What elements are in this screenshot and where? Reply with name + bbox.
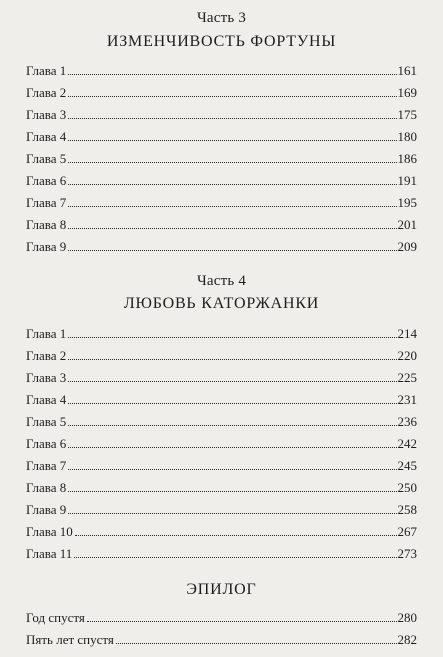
chapter-label: Глава 2 [26,85,67,100]
chapter-label: Глава 4 [26,392,67,407]
toc-entry[interactable] [26,519,417,541]
toc-entry[interactable] [26,431,417,453]
page-number: 209 [397,239,417,254]
page-number: 258 [397,502,417,517]
chapter-label: Глава 7 [26,458,67,473]
page-number: 191 [397,173,417,188]
chapter-label: Глава 1 [26,326,67,341]
chapter-label: Глава 4 [26,129,67,144]
toc-entry[interactable] [26,475,417,497]
dot-leader [68,447,396,448]
chapter-label: Глава 7 [26,195,67,210]
dot-leader [116,643,397,644]
dot-leader [68,118,396,119]
chapter-label: Глава 6 [26,436,67,451]
toc-entry[interactable] [26,627,417,649]
dot-leader [75,535,397,536]
dot-leader [68,403,396,404]
toc-entry[interactable] [26,124,417,146]
chapter-label: Глава 10 [26,524,73,539]
chapter-label: Глава 3 [26,370,67,385]
chapter-label: Глава 8 [26,480,67,495]
page-number: 267 [397,524,417,539]
toc-entry[interactable] [26,365,417,387]
dot-leader [68,491,396,492]
page-number: 214 [397,326,417,341]
page-number: 273 [397,546,417,561]
toc-entry[interactable] [26,321,417,343]
page-number: 225 [397,370,417,385]
page-number: 245 [397,458,417,473]
page-number: 169 [397,85,417,100]
chapter-label: Глава 2 [26,348,67,363]
page-number: 201 [397,217,417,232]
dot-leader [68,337,396,338]
dot-leader [68,228,396,229]
dot-leader [68,74,396,75]
chapter-label: Глава 5 [26,414,67,429]
toc-entry[interactable] [26,190,417,212]
page-number: 180 [397,129,417,144]
toc-entry[interactable] [26,168,417,190]
dot-leader [68,469,396,470]
toc-entry[interactable] [26,409,417,431]
dot-leader [68,184,396,185]
dot-leader [68,359,396,360]
dot-leader [87,621,397,622]
page-number: 186 [397,151,417,166]
part-3-toc [26,58,417,256]
toc-entry[interactable] [26,146,417,168]
chapter-label: Глава 11 [26,546,73,561]
toc-entry[interactable] [26,80,417,102]
dot-leader [68,381,396,382]
dot-leader [68,140,396,141]
dot-leader [68,250,396,251]
page-number: 231 [397,392,417,407]
page-number: 242 [397,436,417,451]
chapter-label: Глава 3 [26,107,67,122]
chapter-label: Глава 9 [26,239,67,254]
toc-entry[interactable] [26,605,417,627]
chapter-label: Глава 6 [26,173,67,188]
chapter-label: Глава 5 [26,151,67,166]
toc-entry[interactable] [26,234,417,256]
dot-leader [68,96,396,97]
page-number: 175 [397,107,417,122]
toc-entry[interactable] [26,212,417,234]
page-number: 161 [397,63,417,78]
chapter-label: Пять лет спустя [26,632,114,647]
chapter-label: Год спустя [26,610,85,625]
part-3-label: Часть 3 [196,10,247,26]
chapter-label: Глава 9 [26,502,67,517]
epilogue-title: ЭПИЛОГ [186,581,257,598]
chapter-label: Глава 1 [26,63,67,78]
page-number: 282 [397,632,417,647]
part-4-toc [26,321,417,563]
toc-entry[interactable] [26,497,417,519]
toc-entry[interactable] [26,102,417,124]
part-4-title: ЛЮБОВЬ КАТОРЖАНКИ [123,295,320,312]
epilogue-toc [26,605,417,649]
page-number: 220 [397,348,417,363]
page-number: 280 [397,610,417,625]
page-number: 195 [397,195,417,210]
dot-leader [74,557,396,558]
page-number: 236 [397,414,417,429]
chapter-label: Глава 8 [26,217,67,232]
toc-entry[interactable] [26,343,417,365]
dot-leader [68,513,396,514]
dot-leader [68,206,396,207]
toc-entry[interactable] [26,541,417,563]
toc-entry[interactable] [26,453,417,475]
page-number: 250 [397,480,417,495]
toc-entry[interactable] [26,387,417,409]
dot-leader [68,162,396,163]
toc-entry[interactable] [26,58,417,80]
part-4-label: Часть 4 [196,273,247,289]
part-3-title: ИЗМЕНЧИВОСТЬ ФОРТУНЫ [106,33,337,50]
dot-leader [68,425,396,426]
